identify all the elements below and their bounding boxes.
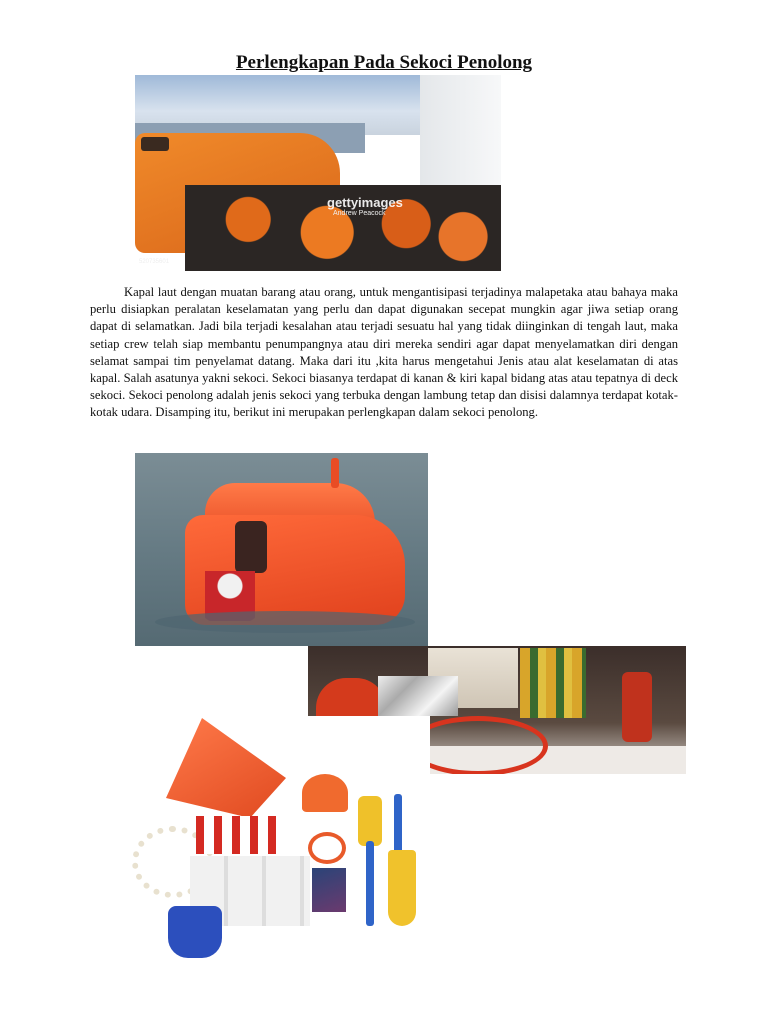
sea-anchor <box>166 718 286 818</box>
thermal-blanket <box>378 676 458 716</box>
bailer-bucket <box>168 906 222 958</box>
lifeboat-equipment-photo <box>130 716 430 962</box>
document-title: Perlengkapan Pada Sekoci Penolong <box>235 52 533 73</box>
oar-shaft <box>366 841 374 926</box>
hand-flares <box>196 816 286 854</box>
photo-credit: Andrew Peacock <box>333 210 386 217</box>
oar-blade <box>358 796 382 846</box>
paddle-shaft <box>394 794 402 854</box>
drogue <box>302 774 348 812</box>
survival-manual <box>312 868 346 912</box>
photo-id: 520735601 <box>139 259 170 265</box>
paddle-blade <box>388 850 416 926</box>
rescue-ring <box>308 832 346 864</box>
lifeboat-training-photo <box>135 75 501 271</box>
flare-tubes <box>520 648 586 718</box>
lifeboat-mast <box>331 458 339 488</box>
lifeboat-window <box>141 137 169 151</box>
body-paragraph: Kapal laut dengan muatan barang atau orang, untuk mengantisipasi terjadinya malapetaka atau bahaya maka perlu disiapkan peralatan keselamatan yang perlu dan dapat digunakan secepat mungkin agar jiwa setiap orang dapat di selamatkan. Jadi bila terjadi kesalahan atau terjadi sesuatu hal yang tidak diinginkan di tengah laut, maka setiap crew telah siap membantu penumpangnya atau diri mereka sendiri agar dapat menyelamatkan diri dengan selamat sampai tim penyelamat datang. Maka dari itu ,kita harus mengetahui Jenis atau alat keselamatan di atas kapal. Salah asatunya yakni sekoci. Sekoci biasanya terdapat di kanan & kiri kapal bidang atas atau tepatnya di deck sekoci. Sekoci penolong adalah jenis sekoci yang terbuka dengan lambung tetap dan disisi dalamnya terdapat kotak-kotak udara. Disamping itu, berikut ini merupakan perlengkapan dalam sekoci penolong. <box>90 285 678 420</box>
lifeboat-at-sea-photo <box>135 453 428 646</box>
water-ripple <box>155 611 415 633</box>
watermark: gettyimages <box>327 195 403 210</box>
lifeboat-door <box>235 521 267 573</box>
signal-light <box>622 672 652 742</box>
